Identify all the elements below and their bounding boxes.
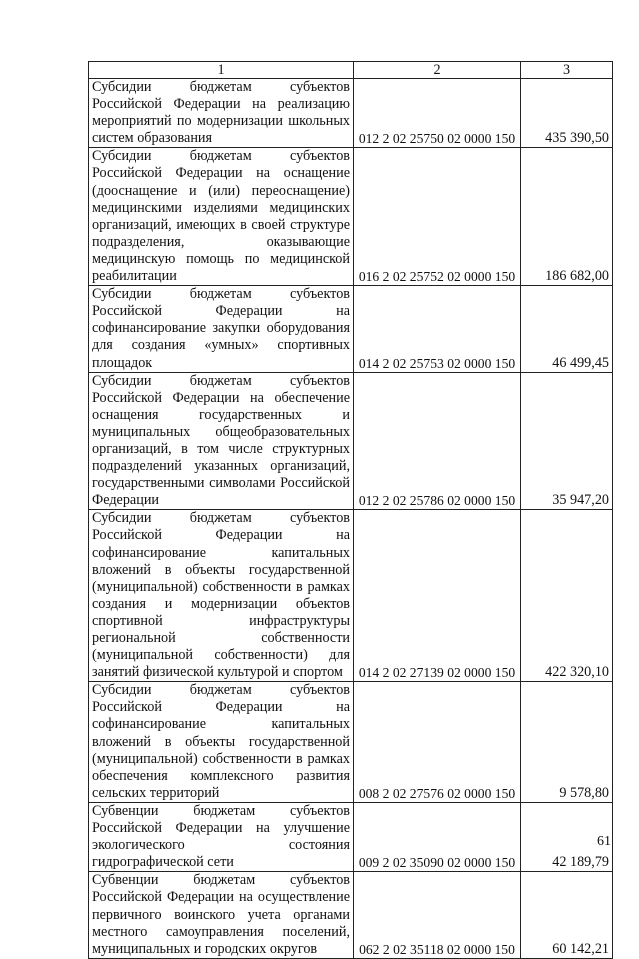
row-amount: 35 947,20: [521, 372, 613, 510]
table-row: [89, 79, 613, 148]
row-budget-code: 009 2 02 35090 02 0000 150: [354, 802, 521, 871]
row-description: Субсидии бюджетам субъектов Российской Федерации на оснащение (дооснащение и (или) переоснащение) медицинскими изделиями медицинских организаций, имеющих в своей структуре подразделения, оказывающие медицинскую помощь по медицинской реабилитации: [89, 148, 354, 286]
table-row: [89, 372, 613, 510]
row-description: Субвенции бюджетам субъектов Российской Федерации на осуществление первичного воинского учета органами местного самоуправления поселений, муниципальных и городских округов: [89, 872, 354, 958]
table-row: [89, 682, 613, 803]
row-budget-code: 012 2 02 25786 02 0000 150: [354, 372, 521, 510]
row-description: Субсидии бюджетам субъектов Российской Федерации на обеспечение оснащения государственных и муниципальных общеобразовательных организаций, в том числе структурных подразделений указанных организаций, государственными символами Российской Федерации: [89, 372, 354, 510]
row-budget-code: 012 2 02 25750 02 0000 150: [354, 79, 521, 148]
row-budget-code: 062 2 02 35118 02 0000 150: [354, 872, 521, 958]
budget-revenue-table: [88, 61, 613, 959]
row-amount: 186 682,00: [521, 148, 613, 286]
row-description: Субсидии бюджетам субъектов Российской Федерации на софинансирование капитальных вложений в объекты государственной (муниципальной) собственности в рамках создания и модернизации объектов спортивной инфраструктуры региональной собственности (муниципальной собственности) для занятий физической культурой и спортом: [89, 510, 354, 682]
table-row: [89, 510, 613, 682]
row-amount: 60 142,21: [521, 872, 613, 958]
page-number: 61: [597, 834, 611, 849]
table-row: [89, 802, 613, 871]
column-header-2: 2: [354, 62, 521, 79]
row-description: Субсидии бюджетам субъектов Российской Федерации на реализацию мероприятий по модернизации школьных систем образования: [89, 79, 354, 148]
table-row: [89, 872, 613, 958]
row-amount: 46 499,45: [521, 286, 613, 372]
row-budget-code: 014 2 02 27139 02 0000 150: [354, 510, 521, 682]
row-budget-code: 016 2 02 25752 02 0000 150: [354, 148, 521, 286]
row-budget-code: 008 2 02 27576 02 0000 150: [354, 682, 521, 803]
row-description: Субсидии бюджетам субъектов Российской Федерации на софинансирование капитальных вложений в объекты государственной (муниципальной) собственности в рамках обеспечения комплексного развития сельских территорий: [89, 682, 354, 803]
table-row: [89, 286, 613, 372]
column-header-1: 1: [89, 62, 354, 79]
row-amount: 9 578,80: [521, 682, 613, 803]
row-amount: 42 189,79: [521, 802, 613, 871]
column-header-3: 3: [521, 62, 613, 79]
row-amount: 435 390,50: [521, 79, 613, 148]
budget-table-container: [88, 61, 612, 959]
row-description: Субсидии бюджетам субъектов Российской Федерации на софинансирование закупки оборудования для создания «умных» спортивных площадок: [89, 286, 354, 372]
row-description: Субвенции бюджетам субъектов Российской Федерации на улучшение экологического состояния гидрографической сети: [89, 802, 354, 871]
table-header-row: [89, 62, 613, 79]
row-budget-code: 014 2 02 25753 02 0000 150: [354, 286, 521, 372]
row-amount: 422 320,10: [521, 510, 613, 682]
table-row: [89, 148, 613, 286]
